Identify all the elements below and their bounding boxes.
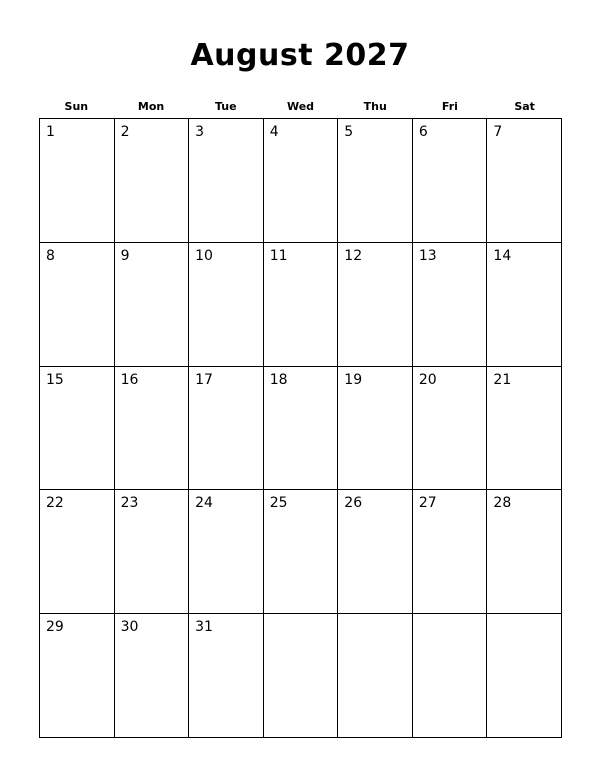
day-number: 2 bbox=[120, 124, 130, 140]
day-cell bbox=[40, 243, 115, 367]
day-number: 1 bbox=[46, 124, 55, 140]
day-cell bbox=[115, 614, 190, 738]
day-number: 14 bbox=[493, 247, 512, 264]
day-cell bbox=[264, 490, 339, 614]
day-number: 23 bbox=[120, 495, 139, 512]
day-cell bbox=[338, 119, 413, 243]
day-cell bbox=[189, 490, 264, 614]
calendar-title: August 2027 bbox=[190, 38, 410, 73]
weekday-sun: Sun bbox=[64, 100, 89, 113]
day-number: 7 bbox=[493, 124, 503, 140]
day-cell bbox=[189, 243, 264, 367]
day-number: 22 bbox=[46, 495, 64, 512]
weekday-thu: Thu bbox=[363, 100, 387, 113]
day-cell bbox=[189, 367, 264, 491]
day-number: 21 bbox=[493, 371, 512, 388]
day-number: 8 bbox=[46, 247, 55, 264]
day-cell bbox=[115, 367, 190, 491]
day-number: 13 bbox=[418, 247, 437, 264]
day-number: 26 bbox=[344, 495, 363, 512]
weekday-wed: Wed bbox=[286, 100, 315, 113]
day-cell bbox=[338, 490, 413, 614]
day-cell bbox=[40, 490, 115, 614]
day-cell bbox=[413, 614, 488, 738]
day-number: 16 bbox=[120, 371, 139, 388]
day-number: 29 bbox=[46, 619, 64, 636]
day-number: 5 bbox=[344, 124, 354, 140]
day-number: 10 bbox=[195, 247, 213, 264]
weekday-tue: Tue bbox=[214, 100, 237, 113]
day-number: 30 bbox=[120, 619, 139, 636]
day-cell bbox=[487, 243, 562, 367]
day-number: 27 bbox=[418, 495, 437, 512]
day-cell bbox=[40, 614, 115, 738]
day-cell bbox=[487, 490, 562, 614]
day-cell bbox=[413, 119, 488, 243]
day-number: 15 bbox=[46, 371, 64, 388]
day-number: 20 bbox=[418, 371, 437, 388]
day-cell bbox=[115, 243, 190, 367]
day-cell bbox=[189, 614, 264, 738]
day-cell bbox=[189, 119, 264, 243]
day-number: 12 bbox=[344, 247, 363, 264]
day-number: 18 bbox=[269, 371, 288, 388]
day-cell bbox=[115, 119, 190, 243]
day-number: 4 bbox=[269, 124, 279, 140]
day-cell bbox=[338, 614, 413, 738]
weekday-sat: Sat bbox=[514, 100, 535, 113]
day-number: 25 bbox=[269, 495, 288, 512]
day-number: 9 bbox=[120, 247, 130, 264]
day-cell bbox=[413, 367, 488, 491]
day-cell bbox=[264, 119, 339, 243]
day-number: 31 bbox=[195, 619, 213, 636]
day-number: 28 bbox=[493, 495, 512, 512]
day-cell bbox=[40, 367, 115, 491]
day-cell bbox=[264, 243, 339, 367]
day-number: 3 bbox=[195, 124, 205, 140]
day-cell bbox=[487, 614, 562, 738]
day-cell bbox=[338, 367, 413, 491]
weekday-header-row bbox=[39, 98, 562, 116]
day-number: 19 bbox=[344, 371, 363, 388]
weekday-fri: Fri bbox=[441, 100, 458, 113]
day-cell bbox=[413, 490, 488, 614]
day-number: 24 bbox=[195, 495, 213, 512]
day-number: 11 bbox=[269, 247, 288, 264]
day-cell bbox=[413, 243, 488, 367]
day-number: 6 bbox=[418, 124, 428, 140]
day-cell bbox=[40, 119, 115, 243]
day-cell bbox=[264, 614, 339, 738]
day-cell bbox=[264, 367, 339, 491]
day-cell bbox=[487, 367, 562, 491]
weekday-mon: Mon bbox=[137, 100, 165, 113]
calendar-grid bbox=[39, 118, 562, 738]
day-cell bbox=[115, 490, 190, 614]
day-cell bbox=[338, 243, 413, 367]
day-cell bbox=[487, 119, 562, 243]
day-number: 17 bbox=[195, 371, 213, 388]
